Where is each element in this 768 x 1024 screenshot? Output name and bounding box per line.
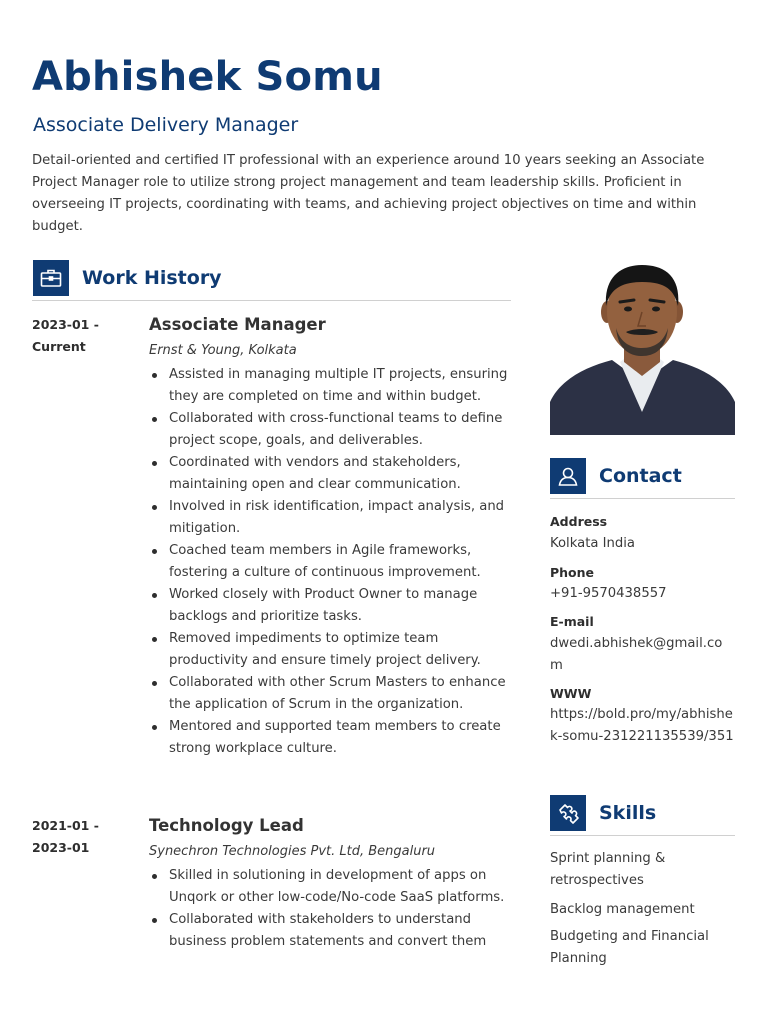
professional-summary: Detail-oriented and certified IT professional with an experience around 10 years seeking an Associate Project Manager role to utilize strong project management and team leadership skills. Proficient in overseeing IT projects, coordinating with teams, and achieving project objectives on time and within budget. — [32, 153, 705, 234]
www-label: WWW — [550, 686, 592, 701]
work-history-divider — [32, 300, 511, 301]
responsibility-item: Coordinated with vendors and stakeholders, maintaining open and clear communication. — [149, 452, 514, 496]
email-label: E-mail — [550, 614, 594, 629]
skill-item: Budgeting and Financial Planning — [550, 929, 709, 966]
job-company: Synechron Technologies Pvt. Ltd, Bengaluru — [149, 844, 436, 859]
contact-divider — [550, 498, 735, 499]
responsibility-item: Removed impediments to optimize team productivity and ensure timely project delivery. — [149, 628, 514, 672]
skills-heading — [550, 795, 656, 831]
work-history-heading — [33, 260, 222, 296]
person-icon — [550, 458, 586, 494]
responsibility-item: Involved in risk identification, impact analysis, and mitigation. — [149, 496, 514, 540]
address-label: Address — [550, 514, 608, 529]
responsibility-item: Collaborated with other Scrum Masters to enhance the application of Scrum in the organization. — [149, 672, 514, 716]
job-date: 2021-01 - 2023-01 — [32, 818, 99, 855]
skill-item: Sprint planning & retrospectives — [550, 851, 666, 888]
phone-label: Phone — [550, 565, 595, 580]
responsibility-item: Coached team members in Agile frameworks, fostering a culture of continuous improvement. — [149, 540, 514, 584]
candidate-name: Abhishek Somu — [32, 54, 383, 100]
job-title: Associate Manager — [149, 315, 326, 334]
job-company: Ernst & Young, Kolkata — [149, 343, 297, 358]
responsibility-item: Collaborated with stakeholders to understand business problem statements and convert them — [149, 909, 514, 953]
job-title: Technology Lead — [149, 816, 304, 835]
phone-value: +91-9570438557 — [550, 586, 667, 601]
responsibility-item: Skilled in solutioning in development of apps on Unqork or other low-code/No-code SaaS platforms. — [149, 865, 514, 909]
skill-item: Backlog management — [550, 902, 695, 917]
skills-title: Skills — [599, 802, 657, 824]
work-history-title: Work History — [82, 267, 222, 289]
candidate-role: Associate Delivery Manager — [33, 114, 299, 136]
website-link[interactable]: https://bold.pro/my/abhishek-somu-231221135539/351 — [550, 707, 734, 744]
briefcase-icon — [33, 260, 69, 296]
job-responsibilities — [149, 865, 514, 953]
job-responsibilities — [149, 364, 514, 760]
responsibility-item: Worked closely with Product Owner to manage backlogs and prioritize tasks. — [149, 584, 514, 628]
responsibility-item: Collaborated with cross-functional teams to define project scope, goals, and deliverables. — [149, 408, 514, 452]
puzzle-icon — [550, 795, 586, 831]
profile-photo — [550, 262, 735, 435]
address-value: Kolkata India — [550, 536, 636, 551]
contact-heading — [550, 458, 682, 494]
contact-title: Contact — [599, 465, 682, 487]
job-date: 2023-01 - Current — [32, 317, 99, 354]
skills-divider — [550, 835, 735, 836]
responsibility-item: Mentored and supported team members to create strong workplace culture. — [149, 716, 514, 760]
responsibility-item: Assisted in managing multiple IT projects, ensuring they are completed on time and within budget. — [149, 364, 514, 408]
email-link[interactable]: dwedi.abhishek@gmail.com — [550, 636, 723, 673]
